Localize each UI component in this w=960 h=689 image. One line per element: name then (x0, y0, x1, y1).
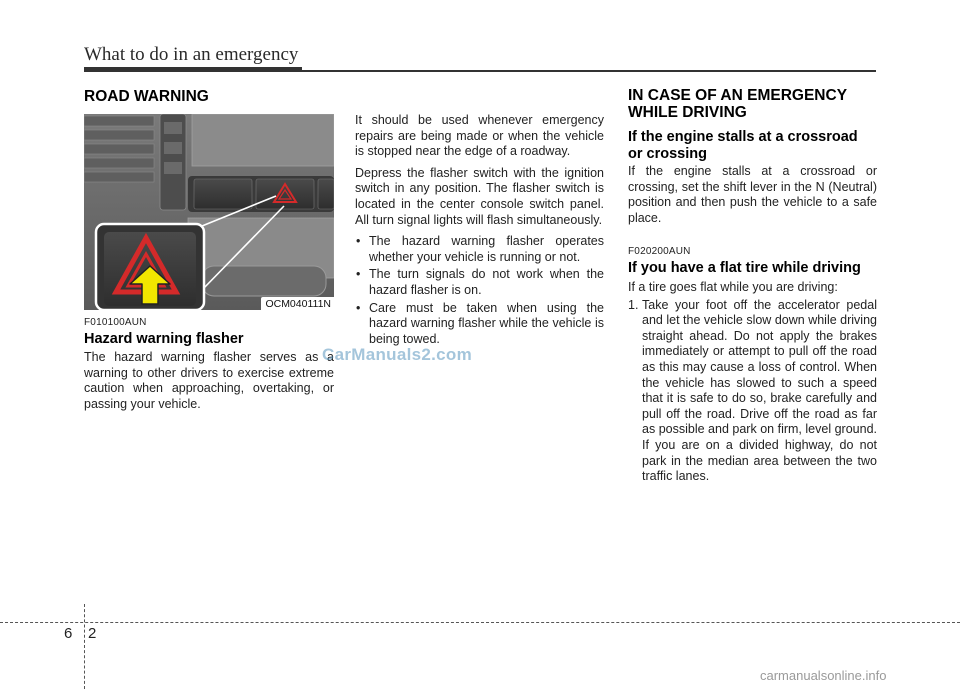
footer-site-link[interactable]: carmanualsonline.info (760, 668, 887, 683)
body-paragraph-1: It should be used whenever emergency repairs are being made or when the vehicle is stopped near the edge of a roadway. (355, 113, 604, 159)
section-code: F020200AUN (628, 246, 691, 257)
chapter-header-title: What to do in an emergency (84, 44, 299, 65)
hazard-switch-figure (84, 114, 334, 310)
hazard-flasher-description (84, 350, 334, 418)
section-title-emergency-while-driving (628, 87, 847, 121)
header-rule (84, 70, 876, 72)
section-title-line: IN CASE OF AN EMERGENCY (628, 87, 848, 104)
body-paragraph: If the engine stalls at a crossroad or crossing, set the shift lever in the N (Neutral) position and then push the vehicle to a safe place. (628, 164, 877, 225)
list-item: • Care must be taken when using the hazard warning flasher while the vehicle is being towed. (355, 301, 604, 348)
subhead-engine-stalls (628, 129, 858, 163)
step-text: Take your foot off the accelerator pedal and let the vehicle slow down while driving straight ahead. Do not apply the brakes immediately or attempt to pull off the road as this may cause a loss of control. When the vehicle has slowed to such a speed that it is safe to do so, brake carefully and pull off the road. Drive off the road as far as possible and park on firm, level ground. If you are on a divided highway, do not park in the median area between the two traffic lanes. (642, 297, 877, 484)
flasher-notes-list (355, 234, 604, 347)
section-code: F010100AUN (84, 317, 147, 328)
footer-rule (0, 622, 960, 623)
subhead-hazard-warning-flasher: Hazard warning flasher (84, 331, 244, 347)
section-title-line: WHILE DRIVING (628, 104, 747, 121)
list-item: • The hazard warning flasher operates whether your vehicle is running or not. (355, 234, 604, 265)
body-paragraph-2: Depress the flasher switch with the ignition switch in any position. The flasher switch is located in the center console switch panel. All turn signal lights will flash simultaneously. (355, 165, 604, 227)
subhead-line: If the engine stalls at a crossroad (628, 129, 858, 145)
chapter-number: 6 (64, 625, 73, 642)
page-number: 2 (88, 625, 97, 642)
watermark-text: CarManuals2.com (322, 345, 472, 364)
engine-stalls-body (628, 164, 877, 232)
figure-caption: OCM040111N (261, 297, 334, 310)
footer-divider (84, 604, 85, 689)
body-paragraph: The hazard warning flasher serves as a warning to other drivers to exercise extreme caution when approaching, overtaking, or passing your vehicle. (84, 350, 334, 411)
list-item (628, 298, 877, 485)
flat-tire-steps (628, 298, 877, 485)
flat-tire-body (628, 280, 877, 485)
section-title-road-warning: ROAD WARNING (84, 88, 209, 105)
subhead-flat-tire: If you have a flat tire while driving (628, 260, 861, 276)
body-paragraph: If a tire goes flat while you are driving: (628, 280, 838, 294)
subhead-line: or crossing (628, 146, 707, 162)
middle-column (355, 113, 604, 349)
dashboard-illustration (84, 114, 334, 310)
step-number: 1. (628, 297, 639, 312)
list-item: • The turn signals do not work when the hazard flasher is on. (355, 267, 604, 298)
